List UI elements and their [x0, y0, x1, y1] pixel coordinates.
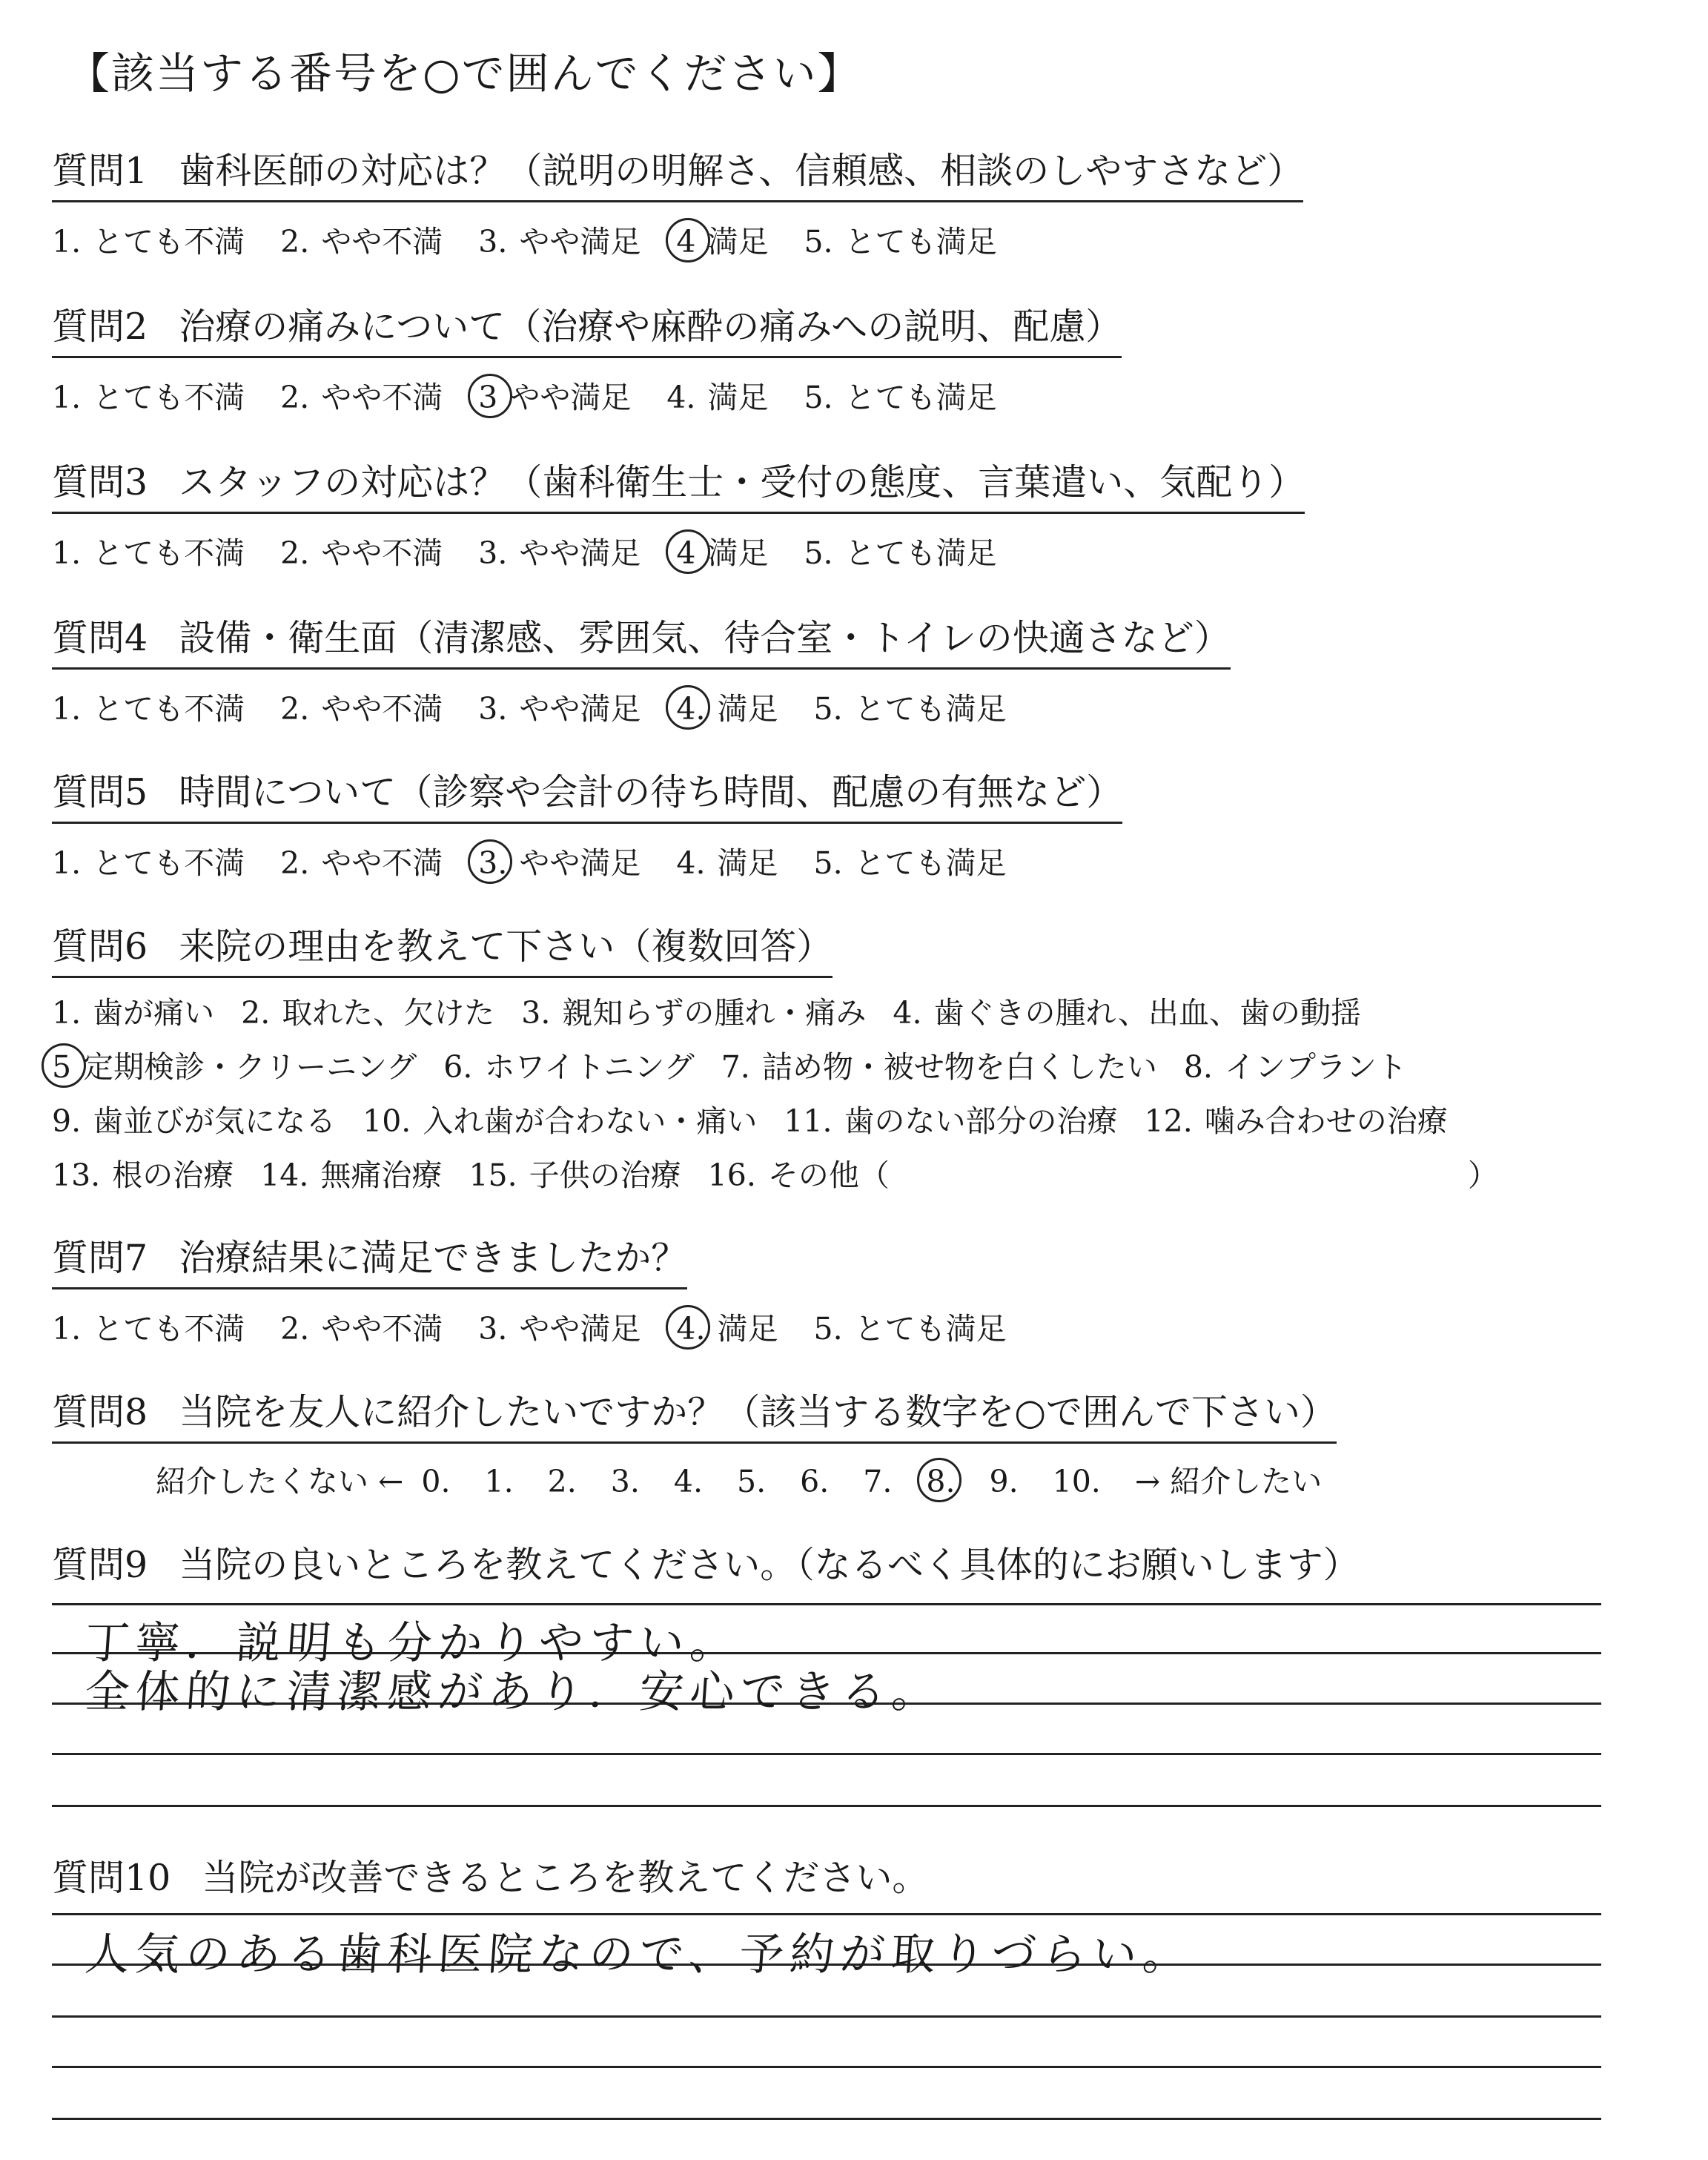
option-2[interactable]: 2. やや不満	[280, 224, 443, 260]
reason-option-16[interactable]: 16. その他（ ）	[707, 1157, 1498, 1193]
option-1[interactable]: 1. とても不満	[52, 1311, 245, 1347]
question-number: 質問6	[52, 925, 148, 968]
question-10	[52, 1849, 928, 1901]
scale-8[interactable]: 8.	[926, 1464, 956, 1499]
question-8	[52, 1384, 1340, 1501]
option-3[interactable]: 3. やや満足	[478, 1311, 641, 1347]
answer-line	[52, 1753, 1601, 1755]
option-5[interactable]: 5. とても満足	[804, 535, 997, 571]
other-paren-close: ）	[1467, 1157, 1498, 1193]
answer-line	[52, 2015, 1601, 2018]
option-1[interactable]: 1. とても不満	[52, 224, 245, 260]
answer-line	[52, 1603, 1601, 1605]
reason-option-15[interactable]: 15. 子供の治療	[469, 1157, 681, 1193]
question-text: 設備・衛生面（清潔感、雰囲気、待合室・トイレの快適さなど）	[179, 617, 1231, 659]
rating-options	[52, 529, 1305, 572]
answer-line	[52, 1805, 1601, 1807]
question-number: 質問2	[52, 305, 148, 348]
option-3[interactable]: 3. やや満足	[478, 845, 641, 881]
reason-option-7[interactable]: 7. 詰め物・被せ物を白くしたい	[721, 1049, 1157, 1085]
question-number: 質問3	[52, 461, 148, 503]
question-text: 当院を友人に紹介したいですか？（該当する数字を○で囲んで下さい）	[179, 1391, 1337, 1433]
question-number: 質問8	[52, 1391, 148, 1433]
option-3[interactable]: 3. やや満足	[478, 224, 641, 260]
page-heading: 【該当する番号を○で囲んでください】	[67, 48, 862, 99]
question-title	[52, 1229, 687, 1289]
scale-6[interactable]: 6.	[800, 1464, 830, 1499]
question-number: 質問10	[52, 1857, 171, 1899]
rating-options	[52, 839, 1122, 882]
option-5[interactable]: 5. とても満足	[813, 845, 1007, 881]
answer-line	[52, 2066, 1601, 2068]
scale-9[interactable]: 9.	[989, 1464, 1019, 1499]
question-title	[52, 918, 833, 978]
question-text: 治療結果に満足できましたか？	[179, 1237, 688, 1279]
rating-options	[52, 373, 1122, 417]
question-number: 質問1	[52, 150, 148, 192]
option-3[interactable]: 3. やや満足	[478, 691, 641, 727]
question-title	[52, 1536, 1360, 1588]
rating-options	[52, 1304, 1042, 1348]
option-2[interactable]: 2. やや不満	[280, 535, 443, 571]
question-number: 質問9	[52, 1544, 148, 1586]
option-2[interactable]: 2. やや不満	[280, 691, 443, 727]
reason-option-5[interactable]: 5 定期検診・クリーニング	[52, 1049, 417, 1085]
question-title	[52, 298, 1122, 358]
question-title	[52, 454, 1305, 514]
question-text: 歯科医師の対応は？（説明の明解さ、信頼感、相談のしやすさなど）	[179, 150, 1304, 192]
question-5	[52, 764, 1122, 882]
scale-left-label: 紹介したくない ←	[156, 1464, 404, 1499]
option-2[interactable]: 2. やや不満	[280, 845, 443, 881]
option-4[interactable]: 4. 満足	[676, 691, 778, 727]
option-5[interactable]: 5. とても満足	[804, 380, 997, 415]
question-3	[52, 454, 1305, 572]
question-1	[52, 142, 1303, 261]
question-text: 治療の痛みについて（治療や麻酔の痛みへの説明、配慮）	[179, 305, 1122, 348]
reason-options-row-2	[52, 1043, 1525, 1086]
question-text: 当院が改善できるところを教えてください。	[202, 1857, 929, 1899]
rating-options	[52, 217, 1303, 261]
option-4[interactable]: 4. 満足	[676, 1311, 778, 1347]
scale-0[interactable]: 0.	[421, 1464, 451, 1499]
reason-option-12[interactable]: 12. 噛み合わせの治療	[1144, 1103, 1448, 1139]
question-6	[52, 918, 1525, 1195]
scale-10[interactable]: 10.	[1052, 1464, 1101, 1499]
question-7	[52, 1229, 1042, 1348]
reason-option-8[interactable]: 8. インプラント	[1183, 1049, 1407, 1085]
reason-option-1[interactable]: 1. 歯が痛い	[52, 995, 215, 1031]
reason-option-3[interactable]: 3. 親知らずの腫れ・痛み	[521, 995, 867, 1031]
reason-option-9[interactable]: 9. 歯並びが気になる	[52, 1103, 337, 1139]
question-9	[52, 1536, 1360, 1588]
option-5[interactable]: 5. とても満足	[813, 691, 1007, 727]
reason-option-10[interactable]: 10. 入れ歯が合わない・痛い	[363, 1103, 758, 1139]
scale-1[interactable]: 1.	[484, 1464, 514, 1499]
reason-options-row-1	[52, 988, 1525, 1032]
option-2[interactable]: 2. やや不満	[280, 1311, 443, 1347]
question-4	[52, 610, 1231, 728]
reason-options-row-4	[52, 1151, 1525, 1195]
question-number: 質問7	[52, 1237, 148, 1279]
question-title	[52, 610, 1231, 670]
option-5[interactable]: 5. とても満足	[813, 1311, 1007, 1347]
option-4[interactable]: 4. 満足	[666, 380, 769, 415]
option-3[interactable]: 3. やや満足	[478, 535, 641, 571]
answer-line	[52, 1913, 1601, 1915]
option-2[interactable]: 2. やや不満	[280, 380, 443, 415]
option-1[interactable]: 1. とても不満	[52, 691, 245, 727]
option-4[interactable]: 4 満足	[676, 535, 769, 571]
question-title	[52, 1849, 928, 1901]
question-number: 質問4	[52, 617, 148, 659]
scale-4[interactable]: 4.	[673, 1464, 704, 1499]
question-title	[52, 764, 1122, 824]
question-number: 質問5	[52, 771, 148, 813]
option-4[interactable]: 4. 満足	[676, 845, 778, 881]
scale-3[interactable]: 3.	[610, 1464, 640, 1499]
scale-7[interactable]: 7.	[863, 1464, 893, 1499]
option-1[interactable]: 1. とても不満	[52, 535, 245, 571]
handwritten-answer-good-2[interactable]: 全体的に清潔感があり．安心できる。	[83, 1666, 944, 1718]
reason-option-2[interactable]: 2. 取れた、欠けた	[241, 995, 495, 1031]
reason-option-4[interactable]: 4. 歯ぐきの腫れ、出血、歯の動揺	[893, 995, 1361, 1031]
scale-right-label: → 紹介したい	[1134, 1464, 1323, 1499]
question-text: スタッフの対応は？（歯科衛生士・受付の態度、言葉遣い、気配り）	[179, 461, 1305, 503]
rating-options	[52, 684, 1231, 728]
option-3[interactable]: 3 やや満足	[478, 380, 632, 415]
question-text: 来院の理由を教えて下さい（複数回答）	[179, 925, 833, 968]
question-text: 時間について（診察や会計の待ち時間、配慮の有無など）	[179, 771, 1123, 813]
option-4[interactable]: 4 満足	[676, 224, 769, 260]
reason-option-13[interactable]: 13. 根の治療	[52, 1157, 234, 1193]
option-5[interactable]: 5. とても満足	[804, 224, 997, 260]
handwritten-answer-improve-1[interactable]: 人気のある歯科医院なので、予約が取りづらい。	[83, 1929, 1195, 1981]
answer-line	[52, 2118, 1601, 2120]
option-1[interactable]: 1. とても不満	[52, 845, 245, 881]
question-title	[52, 142, 1303, 202]
option-1[interactable]: 1. とても不満	[52, 380, 245, 415]
reason-option-14[interactable]: 14. 無痛治療	[260, 1157, 443, 1193]
reason-options-row-3	[52, 1097, 1525, 1140]
reason-option-6[interactable]: 6. ホワイトニング	[443, 1049, 695, 1085]
reason-option-11[interactable]: 11. 歯のない部分の治療	[784, 1103, 1118, 1139]
question-text: 当院の良いところを教えてください。（なるべく具体的にお願いします）	[179, 1544, 1360, 1586]
scale-5[interactable]: 5.	[737, 1464, 767, 1499]
recommend-scale	[156, 1457, 1340, 1501]
scale-2[interactable]: 2.	[547, 1464, 577, 1499]
question-title	[52, 1384, 1337, 1444]
question-2	[52, 298, 1122, 417]
handwritten-answer-good-1[interactable]: 丁寧．説明も分かりやすい。	[83, 1617, 743, 1669]
